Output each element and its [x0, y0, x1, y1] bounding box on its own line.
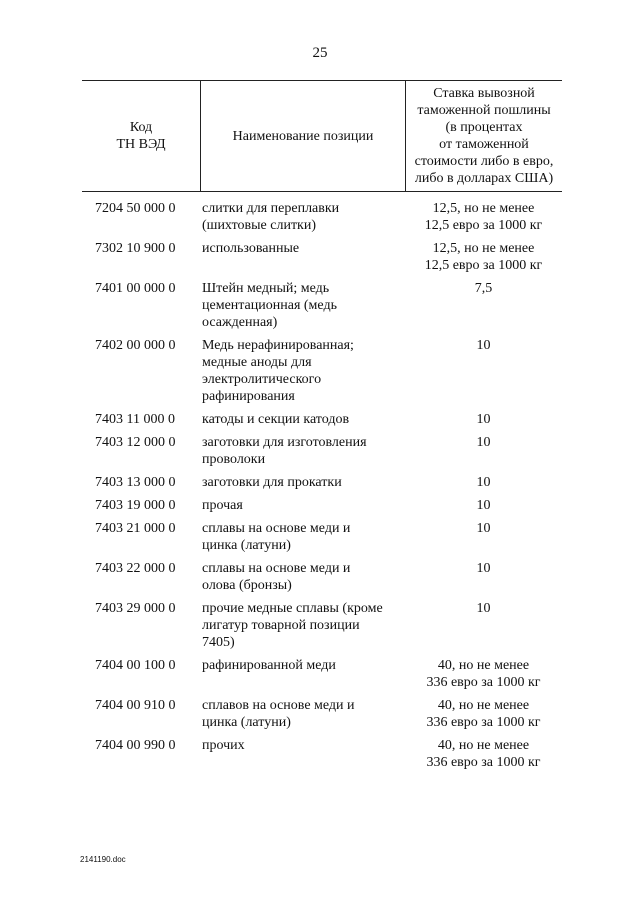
- row-rate: 10: [476, 498, 491, 513]
- row-code: 7403 22 000 0: [95, 561, 176, 576]
- row-name: Медь нерафинированная; медные аноды для электролитического рафинирования: [202, 338, 354, 404]
- table-row: [82, 657, 562, 691]
- header-code-line: Код: [129, 120, 153, 135]
- row-name: заготовки для прокатки: [202, 475, 342, 490]
- row-rate: 10: [476, 435, 491, 450]
- row-code: 7401 00 000 0: [95, 281, 176, 296]
- table-row: [82, 240, 562, 274]
- row-rate: 10: [476, 601, 491, 616]
- table-row: [82, 497, 562, 514]
- header-code: [82, 81, 200, 191]
- document-filename: 2141190.doc: [80, 855, 126, 864]
- table-row: [82, 474, 562, 491]
- header-rate: [406, 81, 562, 191]
- table-row: [82, 520, 562, 554]
- header-rate-line: (в процентах: [445, 120, 523, 135]
- row-code: 7403 11 000 0: [95, 412, 175, 427]
- table-row: [82, 411, 562, 428]
- row-code: 7403 29 000 0: [95, 601, 176, 616]
- table-body: [82, 200, 562, 777]
- row-rate: 10: [476, 561, 491, 576]
- row-code: 7403 19 000 0: [95, 498, 176, 513]
- row-code: 7402 00 000 0: [95, 338, 176, 353]
- row-name: прочие медные сплавы (кроме лигатур товарной позиции 7405): [202, 601, 383, 650]
- row-rate: 40, но не менее 336 евро за 1000 кг: [426, 698, 541, 730]
- header-code-line: ТН ВЭД: [116, 137, 166, 152]
- row-code: 7403 13 000 0: [95, 475, 176, 490]
- table-header: [82, 80, 562, 192]
- table-row: [82, 200, 562, 234]
- table-row: [82, 560, 562, 594]
- row-name: прочих: [202, 738, 245, 753]
- row-rate: 10: [476, 412, 491, 427]
- row-name: катоды и секции катодов: [202, 412, 350, 427]
- row-code: 7403 21 000 0: [95, 521, 176, 536]
- header-rate-line: либо в долларах США): [414, 171, 554, 186]
- table-row: [82, 600, 562, 651]
- header-rate-line: от таможенной: [439, 137, 529, 152]
- row-rate: 10: [476, 338, 491, 353]
- header-rate-line: таможенной пошлины: [417, 103, 551, 118]
- row-name: сплавы на основе меди и цинка (латуни): [202, 521, 351, 553]
- page-number: 25: [312, 45, 328, 61]
- row-code: 7403 12 000 0: [95, 435, 176, 450]
- table-row: [82, 737, 562, 771]
- header-name: [201, 81, 405, 191]
- row-name: сплавов на основе меди и цинка (латуни): [202, 698, 355, 730]
- row-rate: 12,5, но не менее 12,5 евро за 1000 кг: [424, 201, 543, 233]
- row-code: 7204 50 000 0: [95, 201, 176, 216]
- row-code: 7404 00 100 0: [95, 658, 176, 673]
- row-rate: 7,5: [474, 281, 493, 296]
- row-code: 7302 10 900 0: [95, 241, 176, 256]
- row-rate: 40, но не менее 336 евро за 1000 кг: [426, 658, 541, 690]
- row-code: 7404 00 910 0: [95, 698, 176, 713]
- row-rate: 10: [476, 521, 491, 536]
- table-row: [82, 280, 562, 331]
- row-name: использованные: [202, 241, 300, 256]
- row-code: 7404 00 990 0: [95, 738, 176, 753]
- row-name: слитки для переплавки (шихтовые слитки): [202, 201, 340, 233]
- table-row: [82, 434, 562, 468]
- table-row: [82, 697, 562, 731]
- header-rate-line: Ставка вывозной: [433, 86, 535, 101]
- row-rate: 40, но не менее 336 евро за 1000 кг: [426, 738, 541, 770]
- row-name: рафинированной меди: [202, 658, 336, 673]
- table-row: [82, 337, 562, 405]
- row-name: сплавы на основе меди и олова (бронзы): [202, 561, 351, 593]
- row-rate: 12,5, но не менее 12,5 евро за 1000 кг: [424, 241, 543, 273]
- row-name: Штейн медный; медь цементационная (медь осажденная): [202, 281, 337, 330]
- row-name: прочая: [202, 498, 243, 513]
- header-name-label: Наименование позиции: [232, 128, 374, 144]
- row-name: заготовки для изготовления проволоки: [202, 435, 367, 467]
- row-rate: 10: [476, 475, 491, 490]
- header-rate-line: стоимости либо в евро,: [414, 154, 554, 169]
